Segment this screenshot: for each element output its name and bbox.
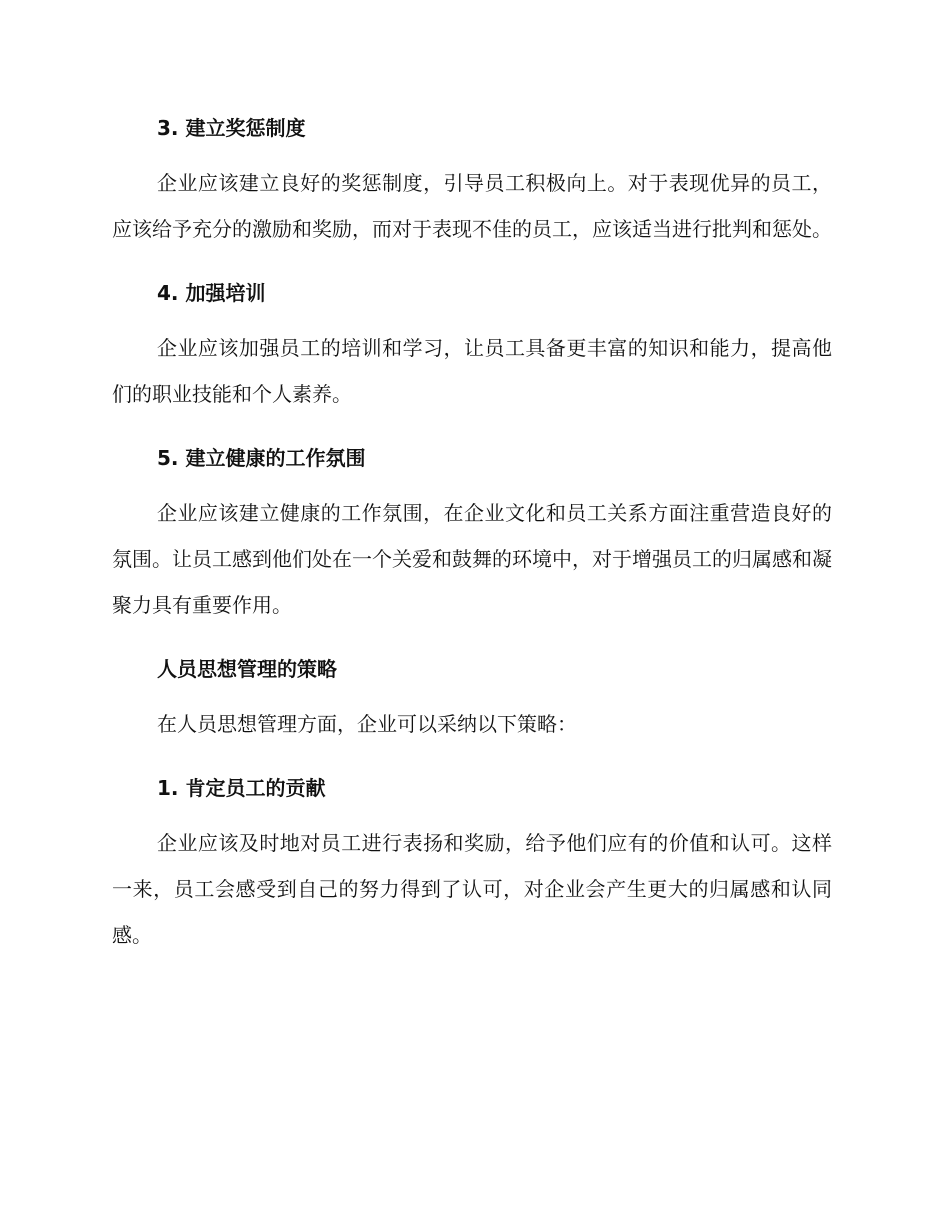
section-heading-contribution: 1. 肯定员工的贡献 [157, 776, 326, 800]
section-paragraph-atmosphere: 企业应该建立健康的工作氛围，在企业文化和员工关系方面注重营造良好的氛围。让员工感到他们处在一个关爱和鼓舞的环境中，对于增强员工的归属感和凝聚力具有重要作用。 [112, 501, 832, 617]
section-heading-atmosphere: 5. 建立健康的工作氛围 [157, 446, 366, 470]
section-paragraph-strategy: 在人员思想管理方面，企业可以采纳以下策略： [157, 712, 577, 736]
section-heading-rewards: 3. 建立奖惩制度 [157, 116, 306, 140]
section-heading-training: 4. 加强培训 [157, 281, 266, 305]
section-paragraph-rewards: 企业应该建立良好的奖惩制度，引导员工积极向上。对于表现优异的员工，应该给予充分的激励和奖励，而对于表现不佳的员工，应该适当进行批判和惩处。 [112, 171, 832, 241]
section-paragraph-contribution: 企业应该及时地对员工进行表扬和奖励，给予他们应有的价值和认可。这样一来，员工会感受到自己的努力得到了认可，对企业会产生更大的归属感和认同感。 [112, 831, 832, 947]
section-paragraph-training: 企业应该加强员工的培训和学习，让员工具备更丰富的知识和能力，提高他们的职业技能和个人素养。 [112, 336, 832, 406]
section-heading-strategy: 人员思想管理的策略 [157, 657, 337, 681]
